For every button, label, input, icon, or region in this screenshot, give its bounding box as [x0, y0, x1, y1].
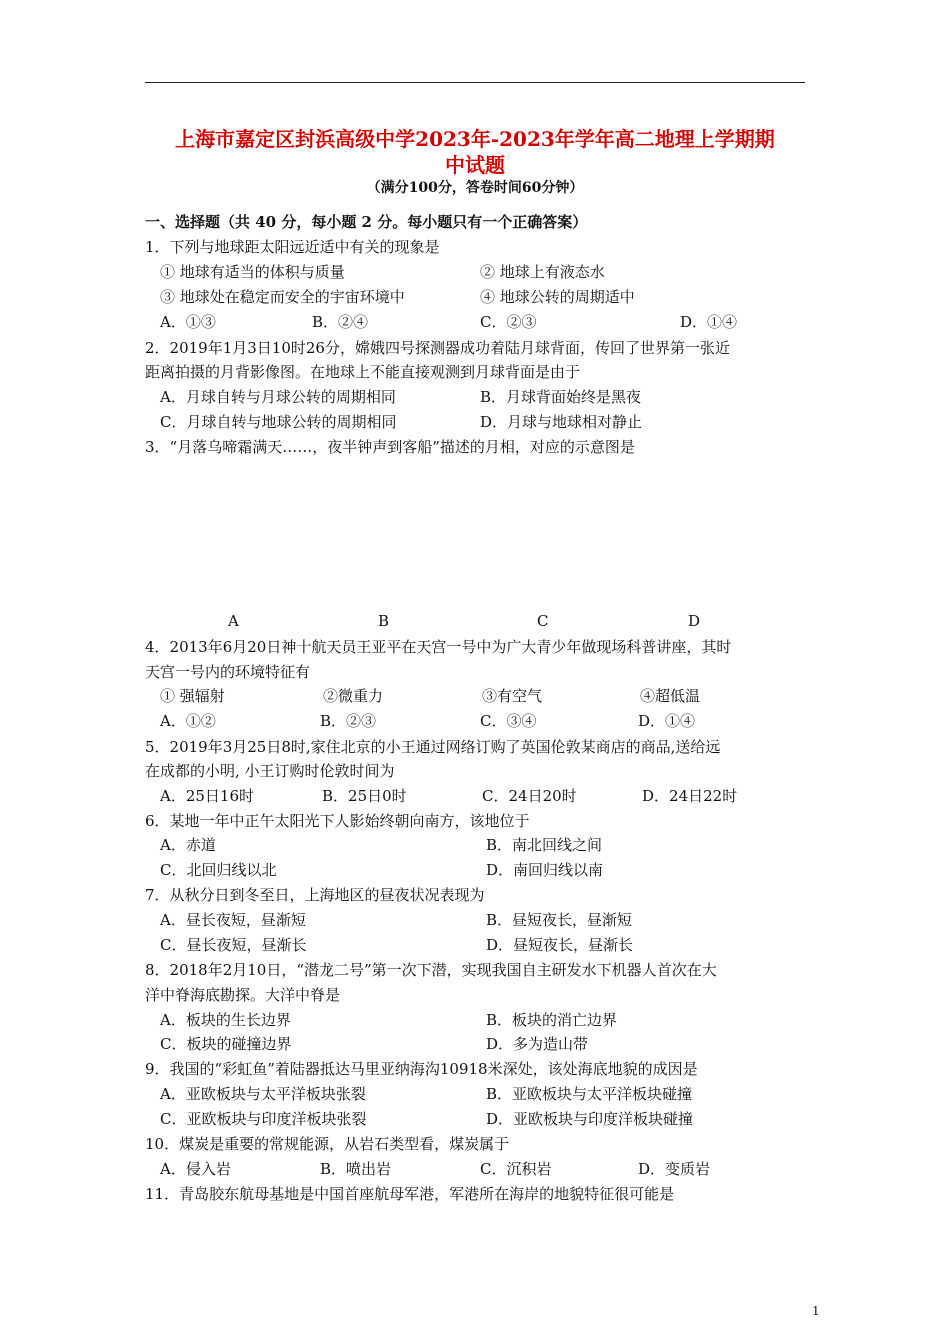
q5-option-d: D．24日22时: [642, 787, 738, 805]
section-heading: 一、选择题（共 40 分，每小题 2 分。每小题只有一个正确答案）: [145, 213, 588, 231]
q7-option-a: A．昼长夜短，昼渐短: [160, 911, 306, 929]
q5-stem-line1: 5．2019年3月25日8时,家住北京的小王通过网络订购了英国伦敦某商店的商品,送给远: [145, 738, 721, 756]
q7-option-c: C．昼长夜短，昼渐长: [160, 936, 307, 954]
q7-stem: 7．从秋分日到冬至日，上海地区的昼夜状况表现为: [145, 886, 485, 904]
q3-label-c: C: [537, 612, 549, 630]
q9-option-a: A．亚欧板块与太平洋板块张裂: [160, 1085, 366, 1103]
q8-option-c: C．板块的碰撞边界: [160, 1035, 292, 1053]
q2-stem-line1: 2．2019年1月3日10时26分，嫦娥四号探测器成功着陆月球背面，传回了世界第一张近: [145, 339, 730, 357]
q4-option-c: C．③④: [480, 712, 537, 730]
q2-option-b: B．月球背面始终是黑夜: [480, 388, 642, 406]
q7-option-d: D．昼短夜长，昼渐长: [486, 936, 634, 954]
q9-option-b: B．亚欧板块与太平洋板块碰撞: [486, 1085, 693, 1103]
q10-option-b: B．喷出岩: [320, 1160, 392, 1178]
q8-stem-line2: 洋中脊海底勘探。大洋中脊是: [145, 986, 341, 1004]
q2-option-d: D．月球与地球相对静止: [480, 413, 643, 431]
q1-option-a: A．①③: [160, 313, 216, 331]
q3-label-d: D: [688, 612, 701, 630]
q3-stem: 3．“月落乌啼霜满天……，夜半钟声到客船”描述的月相，对应的示意图是: [145, 438, 635, 456]
page-title-line1: 上海市嘉定区封浜高级中学2023年-2023年学年高二地理上学期期: [175, 127, 775, 151]
q5-option-c: C．24日20时: [482, 787, 577, 805]
q10-stem: 10．煤炭是重要的常规能源，从岩石类型看，煤炭属于: [145, 1135, 510, 1153]
q1-stem: 1．下列与地球距太阳远近适中有关的现象是: [145, 238, 440, 256]
page-title-line2: 中试题: [445, 153, 505, 177]
q6-option-d: D．南回归线以南: [486, 861, 604, 879]
q1-option-c: C．②③: [480, 313, 537, 331]
q10-option-d: D．变质岩: [638, 1160, 711, 1178]
q1-option-b: B．②④: [312, 313, 369, 331]
q6-option-a: A．赤道: [160, 836, 216, 854]
q4-statement-3: ③有空气: [482, 687, 543, 705]
q7-option-b: B．昼短夜长，昼渐短: [486, 911, 633, 929]
q6-option-b: B．南北回线之间: [486, 836, 603, 854]
page-number: 1: [812, 1304, 820, 1318]
q11-stem: 11．青岛胶东航母基地是中国首座航母军港，军港所在海岸的地貌特征很可能是: [145, 1185, 675, 1203]
q9-stem: 9．我国的“彩虹鱼”着陆器抵达马里亚纳海沟10918米深处，该处海底地貌的成因是: [145, 1060, 698, 1078]
q1-statement-2: ② 地球上有液态水: [480, 263, 605, 281]
q3-label-b: B: [378, 612, 390, 630]
q1-statement-4: ④ 地球公转的周期适中: [480, 288, 635, 306]
q4-statement-4: ④超低温: [640, 687, 701, 705]
q8-option-d: D．多为造山带: [486, 1035, 589, 1053]
q4-option-a: A．①②: [160, 712, 216, 730]
q8-stem-line1: 8．2018年2月10日，“潜龙二号”第一次下潜，实现我国自主研发水下机器人首次在大: [145, 961, 717, 979]
q10-option-a: A．侵入岩: [160, 1160, 231, 1178]
q4-statement-2: ②微重力: [323, 687, 384, 705]
q10-option-c: C．沉积岩: [480, 1160, 552, 1178]
q4-option-d: D．①④: [638, 712, 696, 730]
exam-info: （满分100分，答卷时间60分钟）: [366, 180, 584, 196]
q5-option-b: B．25日0时: [322, 787, 407, 805]
q1-option-d: D．①④: [680, 313, 738, 331]
q4-statement-1: ① 强辐射: [160, 687, 225, 705]
q9-option-d: D．亚欧板块与印度洋板块碰撞: [486, 1110, 694, 1128]
q2-option-c: C．月球自转与地球公转的周期相同: [160, 413, 397, 431]
q5-option-a: A．25日16时: [160, 787, 255, 805]
q6-stem: 6．某地一年中正午太阳光下人影始终朝向南方，该地位于: [145, 812, 530, 830]
q8-option-a: A．板块的生长边界: [160, 1011, 291, 1029]
q9-option-c: C．亚欧板块与印度洋板块张裂: [160, 1110, 367, 1128]
q5-stem-line2: 在成都的小明, 小王订购时伦敦时间为: [145, 762, 395, 780]
q3-label-a: A: [228, 612, 239, 630]
q2-option-a: A．月球自转与月球公转的周期相同: [160, 388, 396, 406]
header-rule: [145, 82, 805, 83]
q4-stem-line2: 天宫一号内的环境特征有: [145, 663, 311, 681]
q1-statement-1: ① 地球有适当的体积与质量: [160, 263, 345, 281]
q8-option-b: B．板块的消亡边界: [486, 1011, 618, 1029]
q2-stem-line2: 距离拍摄的月背影像图。在地球上不能直接观测到月球背面是由于: [145, 363, 581, 381]
q4-option-b: B．②③: [320, 712, 377, 730]
q4-stem-line1: 4．2013年6月20日神十航天员王亚平在天宫一号中为广大青少年做现场科普讲座，其时: [145, 638, 732, 656]
q6-option-c: C．北回归线以北: [160, 861, 277, 879]
q1-statement-3: ③ 地球处在稳定而安全的宇宙环境中: [160, 288, 405, 306]
